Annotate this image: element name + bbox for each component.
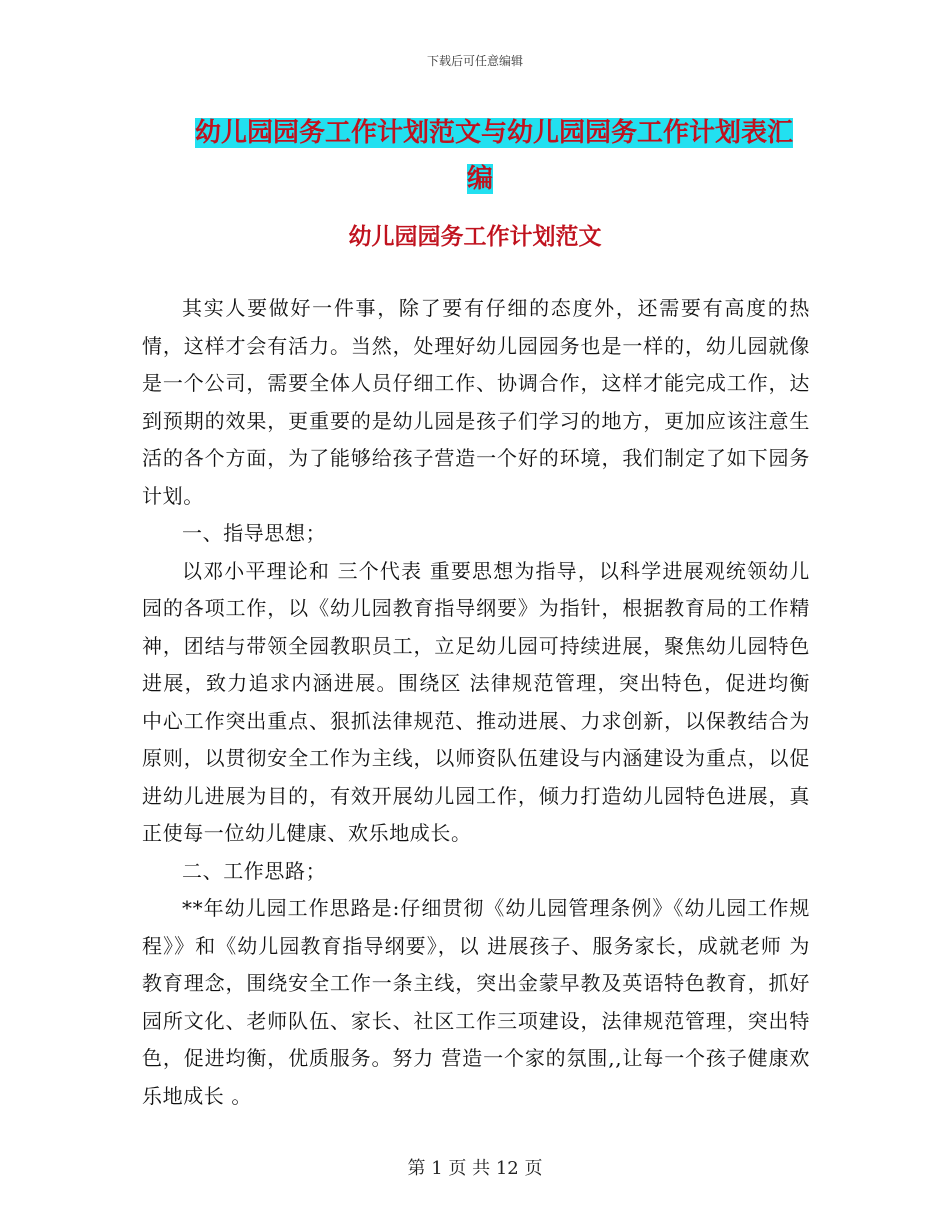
heading-guiding-ideology: 一、指导思想； <box>182 521 327 545</box>
title-line-1: 幼儿园园务工作计划范文与幼儿园园务工作计划表汇 <box>195 118 794 148</box>
header-note: 下载后可任意编辑 <box>426 54 523 68</box>
section-title: 幼儿园园务工作计划范文 <box>348 224 602 250</box>
paragraph-intro: 其实人要做好一件事，除了要有仔细的态度外，还需要有高度的热情，这样才会有活力。当然，处理好幼儿园园务也是一样的，幼儿园就像是一个公司，需要全体人员仔细工作、协调合作，这样才能完成工作，达到预期的效果，更重要的是幼儿园是孩子们学习的地方，更加应该注意生活的各个方面，为了能够给孩子营造一个好的环境，我们制定了如下园务计划。 <box>142 296 810 508</box>
page-footer: 第 1 页 共 12 页 <box>407 1158 543 1179</box>
document-title <box>195 110 805 202</box>
title-line-2: 编 <box>466 164 493 194</box>
paragraph-guiding-ideology: 以邓小平理论和 三个代表 重要思想为指导，以科学进展观统领幼儿园的各项工作，以《幼儿园教育指导纲要》为指针，根据教育局的工作精神，团结与带领全园教职员工，立足幼儿园可持续进展，聚焦幼儿园特色进展，致力追求内涵进展。围绕区 法律规范管理，突出特色，促进均衡 中心工作突出重点、狠抓法律规范、推动进展、力求创新，以保教结合为原则，以贯彻安全工作为主线，以师资队伍建设与内涵建设为重点，以促进幼儿进展为目的，有效开展幼儿园工作，倾力打造幼儿园特色进展，真正使每一位幼儿健康、欢乐地成长。 <box>142 558 810 845</box>
body-text <box>142 290 810 1115</box>
paragraph-work-approach: **年幼儿园工作思路是:仔细贯彻《幼儿园管理条例》《幼儿园工作规程》》和《幼儿园教育指导纲要》，以 进展孩子、服务家长，成就老师 为教育理念，围绕安全工作一条主线，突出金蒙早教及英语特色教育，抓好园所文化、老师队伍、家长、社区工作三项建设，法律规范管理，突出特色，促进均衡，优质服务。努力 营造一个家的氛围,,让每一个孩子健康欢乐地成长 。 <box>142 896 810 1108</box>
heading-work-approach: 二、工作思路； <box>182 858 327 883</box>
